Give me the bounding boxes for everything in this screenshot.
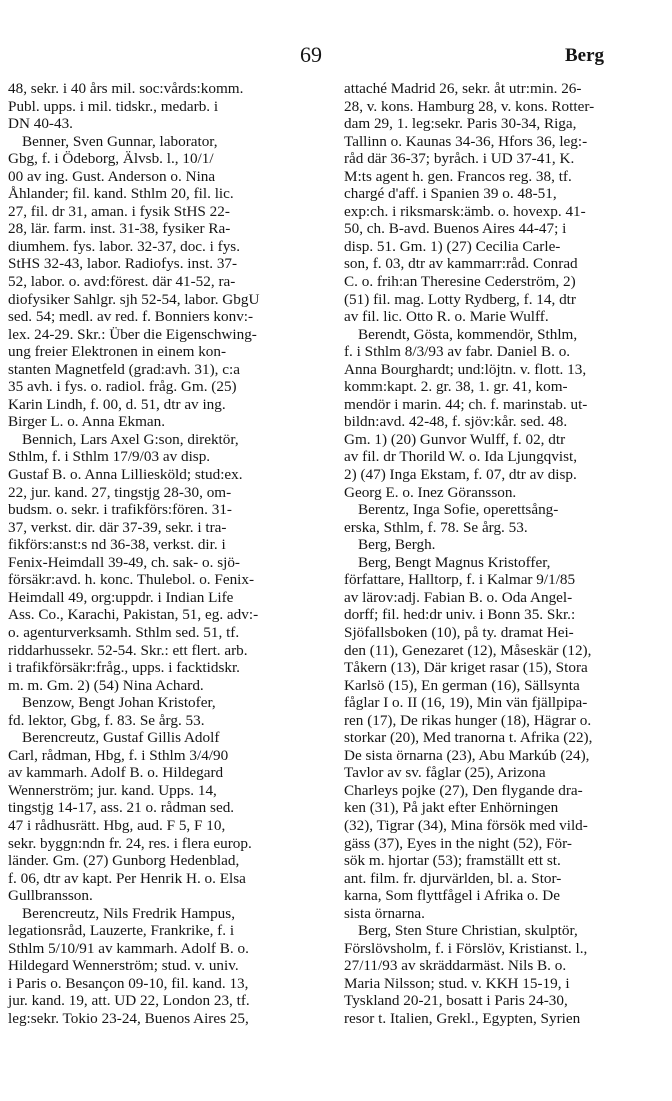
entry-line: bildn:avd. 42-48, f. sjöv:kår. sed. 48. — [344, 413, 568, 431]
entry-line: Carl, rådman, Hbg, f. i Sthlm 3/4/90 — [8, 746, 229, 764]
entry-line: Tåkern (13), Där kriget rasar (15), Stora — [344, 659, 588, 677]
entry-line: f. 06, dtr av kapt. Per Henrik H. o. Elsa — [8, 869, 246, 887]
entry-line: m. m. Gm. 2) (54) Nina Achard. — [8, 676, 204, 694]
entry-line: Tallinn o. Kaunas 34-36, Hfors 36, leg:- — [344, 132, 588, 150]
dictionary-entry — [344, 554, 646, 922]
entry-line: karna, Som flyttfågel i Afrika o. De — [344, 887, 560, 905]
entry-line: 52, labor. o. avd:förest. där 41-52, ra- — [8, 273, 236, 291]
entry-line: Anna Bourghardt; und:löjtn. v. flott. 13, — [344, 360, 587, 378]
entry-line: sed. 54; medl. av red. f. Bonniers konv:- — [8, 308, 254, 326]
entry-line: i Paris o. Besançon 09-10, fil. kand. 13, — [8, 974, 249, 992]
entry-line: DN 40-43. — [8, 115, 73, 133]
entry-line: Publ. upps. i mil. tidskr., medarb. i — [8, 97, 219, 115]
entry-line: Karlsö (15), En german (16), Sällsynta — [344, 676, 580, 694]
entry-line: fikförs:anst:s nd 36-38, verkst. dir. i — [8, 536, 226, 554]
entry-line: tingstjg 14-17, ass. 21 o. rådman sed. — [8, 799, 235, 817]
entry-line: Berg, Sten Sture Christian, skulptör, — [358, 922, 578, 940]
entry-line: (51) fil. mag. Lotty Rydberg, f. 14, dtr — [344, 290, 576, 308]
entry-line: stanten Magnetfeld (grad:avh. 31), c:a — [8, 360, 240, 378]
entry-line: råd där 36-37; byråch. i UD 37-41, K. — [344, 150, 575, 168]
entry-line: disp. 51. Gm. 1) (27) Cecilia Carle- — [344, 237, 561, 255]
entry-line: Benner, Sven Gunnar, laborator, — [22, 132, 218, 150]
entry-line: C. o. frih:an Theresine Cederström, 2) — [344, 273, 576, 291]
entry-line: diumhem. fys. labor. 32-37, doc. i fys. — [8, 237, 241, 255]
entry-line: Sthlm 5/10/91 av kammarh. Adolf B. o. — [8, 939, 249, 957]
entry-line: sök m. hjortar (53); framställt ett st. — [344, 852, 561, 870]
entry-line: Fenix-Heimdall 39-49, ch. sak- o. sjö- — [8, 553, 240, 571]
dictionary-entry — [344, 922, 646, 1027]
entry-line: Gbg, f. i Ödeborg, Älvsb. l., 10/1/ — [8, 150, 214, 168]
entry-line: 35 avh. i fys. o. radiol. fråg. Gm. (25) — [8, 378, 237, 396]
entry-line: Berg, Bengt Magnus Kristoffer, — [358, 553, 551, 571]
right-column — [344, 80, 646, 1028]
entry-line: Tyskland 20-21, bosatt i Paris 24-30, — [344, 992, 568, 1010]
entry-line: i trafikförsäkr:fråg., upps. i facktidskr. — [8, 659, 240, 677]
entry-line: Georg E. o. Inez Göransson. — [344, 483, 517, 501]
page-number: 69 — [300, 42, 322, 67]
entry-line: exp:ch. i riksmarsk:ämb. o. hovexp. 41- — [344, 202, 586, 220]
dictionary-entry — [8, 694, 310, 729]
entry-line: 37, verkst. dir. där 37-39, sekr. i tra- — [8, 518, 227, 536]
entry-line: De sista örnarna (23), Abu Markúb (24), — [344, 746, 590, 764]
left-column — [8, 80, 310, 1028]
dictionary-entry — [8, 905, 310, 1028]
entry-line: attaché Madrid 26, sekr. åt utr:min. 26- — [344, 80, 582, 97]
entry-line: diofysiker Sahlgr. sjh 52-54, labor. GbgU — [8, 290, 260, 308]
entry-line: Gm. 1) (20) Gunvor Wulff, f. 02, dtr — [344, 430, 566, 448]
entry-line: Sjöfallsboken (10), på ty. dramat Hei- — [344, 623, 574, 641]
entry-line: gäss (37), Eyes in the night (52), För- — [344, 834, 572, 852]
entry-line: 27, fil. dr 31, aman. i fysik StHS 22- — [8, 202, 230, 220]
entry-line: Gustaf B. o. Anna Lilliesköld; stud:ex. — [8, 466, 243, 484]
running-head: Berg — [565, 45, 605, 66]
entry-line: fåglar I o. II (16, 19), Min vän fjällpipa- — [344, 694, 588, 712]
entry-line: chargé d'aff. i Spanien 39 o. 48-51, — [344, 185, 557, 203]
entry-line: Berencreutz, Nils Fredrik Hampus, — [22, 904, 235, 922]
entry-line: av fil. lic. Otto R. o. Marie Wulff. — [344, 308, 549, 326]
dictionary-entry — [344, 80, 646, 326]
entry-line: Ass. Co., Karachi, Pakistan, 51, eg. adv:- — [8, 606, 259, 624]
entry-line: storkar (20), Med tranorna t. Afrika (22), — [344, 729, 593, 747]
entry-line: författare, Halltorp, f. i Kalmar 9/1/85 — [344, 571, 576, 589]
entry-line: Berendt, Gösta, kommendör, Sthlm, — [358, 325, 578, 343]
entry-line: av fil. dr Thorild W. o. Ida Ljungqvist, — [344, 448, 577, 466]
entry-line: ant. film. fr. djurvärlden, bl. a. Stor- — [344, 869, 562, 887]
entry-line: Wennerström; jur. kand. Upps. 14, — [8, 781, 217, 799]
entry-line: Charleys pojke (27), Den flygande dra- — [344, 781, 583, 799]
dictionary-entry — [8, 80, 310, 133]
entry-line: Gullbransson. — [8, 887, 93, 905]
entry-line: Maria Nilsson; stud. v. KKH 15-19, i — [344, 974, 570, 992]
entry-line: 48, sekr. i 40 års mil. soc:vårds:komm. — [8, 80, 244, 97]
entry-line: Berg, Bergh. — [358, 536, 436, 554]
entry-line: 00 av ing. Gust. Anderson o. Nina — [8, 167, 216, 185]
entry-line: 28, lär. farm. inst. 31-38, fysiker Ra- — [8, 220, 231, 238]
entry-line: resor t. Italien, Grekl., Egypten, Syrien — [344, 1009, 581, 1027]
entry-line: Sthlm, f. i Sthlm 17/9/03 av disp. — [8, 448, 211, 466]
dictionary-entry — [344, 326, 646, 501]
entry-line: son, f. 03, dtr av kammarr:råd. Conrad — [344, 255, 578, 273]
entry-line: o. agenturverksamh. Sthlm sed. 51, tf. — [8, 623, 240, 641]
entry-line: Bennich, Lars Axel G:son, direktör, — [22, 430, 239, 448]
entry-line: 2) (47) Inga Ekstam, f. 07, dtr av disp. — [344, 466, 577, 484]
entry-line: sekr. byggn:ndn fr. 24, res. i flera europ. — [8, 834, 252, 852]
entry-line: 50, ch. B-avd. Buenos Aires 44-47; i — [344, 220, 567, 238]
entry-line: 47 i rådhusrätt. Hbg, aud. F 5, F 10, — [8, 816, 226, 834]
dictionary-entry — [8, 133, 310, 431]
entry-line: 27/11/93 av skräddarmäst. Nils B. o. — [344, 957, 567, 975]
entry-line: (32), Tigrar (34), Mina försök med vild- — [344, 816, 588, 834]
entry-line: jur. kand. 19, att. UD 22, London 23, tf. — [8, 992, 250, 1010]
entry-line: ken (31), På jakt efter Enhörningen — [344, 799, 559, 817]
entry-line: Berencreutz, Gustaf Gillis Adolf — [22, 729, 220, 747]
entry-line: M:ts agent h. gen. Francos reg. 38, tf. — [344, 167, 572, 185]
entry-line: komm:kapt. 2. gr. 38, 1. gr. 41, kom- — [344, 378, 568, 396]
entry-line: ung freier Elektronen in einem kon- — [8, 343, 227, 361]
entry-line: 22, jur. kand. 27, tingstjg 28-30, om- — [8, 483, 232, 501]
dictionary-entry — [8, 431, 310, 694]
entry-line: länder. Gm. (27) Gunborg Hedenblad, — [8, 852, 240, 870]
entry-line: legationsråd, Lauzerte, Frankrike, f. i — [8, 922, 235, 940]
entry-line: Åhlander; fil. kand. Sthlm 20, fil. lic. — [8, 185, 234, 203]
entry-line: budsm. o. sekr. i trafikförs:fören. 31- — [8, 501, 232, 519]
entry-line: lex. 24-29. Skr.: Über die Eigenschwing- — [8, 325, 257, 343]
entry-line: försäkr:avd. h. konc. Thulebol. o. Fenix- — [8, 571, 255, 589]
entry-line: den (11), Genezaret (12), Måseskär (12), — [344, 641, 592, 659]
entry-line: 28, v. kons. Hamburg 28, v. kons. Rotter- — [344, 97, 595, 115]
entry-line: Förslövsholm, f. i Förslöv, Kristianst. l., — [344, 939, 588, 957]
entry-line: StHS 32-43, labor. Radiofys. inst. 37- — [8, 255, 238, 273]
entry-line: ren (17), De rikas hunger (18), Hägrar o. — [344, 711, 592, 729]
entry-line: mendör i marin. 44; ch. f. marinstab. ut- — [344, 395, 588, 413]
entry-line: dorff; fil. hed:dr univ. i Bonn 35. Skr.: — [344, 606, 576, 624]
entry-line: Benzow, Bengt Johan Kristofer, — [22, 694, 216, 712]
entry-line: leg:sekr. Tokio 23-24, Buenos Aires 25, — [8, 1009, 249, 1027]
entry-line: fd. lektor, Gbg, f. 83. Se årg. 53. — [8, 711, 205, 729]
entry-line: av lärov:adj. Fabian B. o. Oda Angel- — [344, 588, 573, 606]
entry-line: Heimdall 49, org:uppdr. i Indian Life — [8, 588, 234, 606]
entry-line: Karin Lindh, f. 00, d. 51, dtr av ing. — [8, 395, 226, 413]
dictionary-entry — [344, 536, 646, 554]
entry-line: Birger L. o. Anna Ekman. — [8, 413, 166, 431]
dictionary-entry — [8, 729, 310, 904]
dictionary-entry — [344, 501, 646, 536]
entry-line: av kammarh. Adolf B. o. Hildegard — [8, 764, 224, 782]
entry-line: Tavlor av sv. fåglar (25), Arizona — [344, 764, 546, 782]
entry-line: sista örnarna. — [344, 904, 425, 922]
entry-line: f. i Sthlm 8/3/93 av fabr. Daniel B. o. — [344, 343, 571, 361]
entry-line: Berentz, Inga Sofie, operettsång- — [358, 501, 559, 519]
entry-line: riddarhussekr. 52-54. Skr.: ett flert. arb. — [8, 641, 248, 659]
entry-line: dam 29, 1. leg:sekr. Paris 30-34, Riga, — [344, 115, 577, 133]
entry-line: erska, Sthlm, f. 78. Se årg. 53. — [344, 518, 528, 536]
entry-line: Hildegard Wennerström; stud. v. univ. — [8, 957, 239, 975]
